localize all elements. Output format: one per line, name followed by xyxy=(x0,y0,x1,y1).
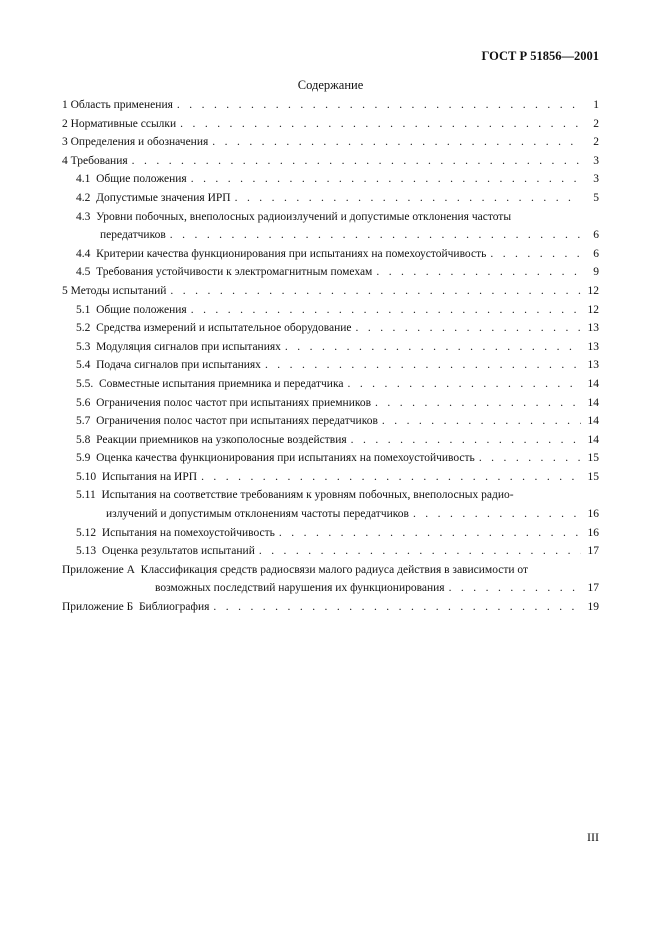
toc-entry-page: 13 xyxy=(587,340,599,353)
toc-entry-line[interactable] xyxy=(62,484,599,503)
dot-leader xyxy=(449,582,581,595)
toc-entry-label: Приложение Б Библиография xyxy=(62,601,210,614)
toc-entry-label: 5.5. Совместные испытания приемника и передатчика xyxy=(76,377,344,390)
toc-entry[interactable] xyxy=(62,186,599,205)
toc-entry[interactable] xyxy=(62,354,599,373)
toc-entry[interactable] xyxy=(62,261,599,280)
toc-entry[interactable] xyxy=(62,168,599,187)
dot-leader xyxy=(382,415,581,428)
toc-entry-label: 5.2 Средства измерений и испытательное оборудование xyxy=(76,322,352,335)
toc-entry-continuation[interactable] xyxy=(62,502,599,521)
dot-leader xyxy=(351,434,581,447)
dot-leader xyxy=(201,471,581,484)
toc-entry-label: 5.11 Испытания на соответствие требованиям к уровням побочных, внеполосных радио- xyxy=(76,489,514,502)
page-number: III xyxy=(587,830,599,844)
table-of-contents xyxy=(62,99,599,614)
toc-entry[interactable] xyxy=(62,540,599,559)
toc-entry[interactable] xyxy=(62,521,599,540)
toc-entry-label: 4.1 Общие положения xyxy=(76,173,187,186)
toc-entry-label: 5.7 Ограничения полос частот при испытаниях передатчиков xyxy=(76,415,378,428)
toc-entry-page: 14 xyxy=(587,433,599,446)
toc-entry-page: 16 xyxy=(587,526,599,539)
toc-entry-label: 5.4 Подача сигналов при испытаниях xyxy=(76,359,261,372)
toc-entry-label: 5.8 Реакции приемников на узкополосные воздействия xyxy=(76,433,347,446)
toc-entry-label: 4.2 Допустимые значения ИРП xyxy=(76,191,231,204)
toc-entry-page: 19 xyxy=(587,601,599,614)
toc-entry-page: 14 xyxy=(587,377,599,390)
toc-entry-page: 1 xyxy=(593,99,599,111)
document-code: ГОСТ Р 51856—2001 xyxy=(481,49,599,63)
toc-entry-label: 4 Требования xyxy=(62,154,128,167)
toc-entry-page: 13 xyxy=(587,359,599,372)
toc-entry-label: передатчиков xyxy=(100,229,166,242)
toc-entry[interactable] xyxy=(62,99,599,112)
toc-entry-label: возможных последствий нарушения их функционирования xyxy=(155,582,445,595)
toc-entry-page: 17 xyxy=(587,582,599,595)
dot-leader xyxy=(375,397,581,410)
toc-entry[interactable] xyxy=(62,131,599,150)
toc-entry-label: 4.5 Требования устойчивости к электромагнитным помехам xyxy=(76,266,373,279)
dot-leader xyxy=(191,173,581,186)
toc-entry-page: 12 xyxy=(587,284,599,297)
toc-entry-label: 5.10 Испытания на ИРП xyxy=(76,470,198,483)
dot-leader xyxy=(213,601,581,614)
toc-entry-label: излучений и допустимым отклонениям частоты передатчиков xyxy=(106,508,409,521)
toc-entry-page: 14 xyxy=(587,396,599,409)
toc-entry-label: 5.3 Модуляция сигналов при испытаниях xyxy=(76,340,281,353)
toc-entry[interactable] xyxy=(62,242,599,261)
toc-entry[interactable] xyxy=(62,112,599,131)
toc-title: Содержание xyxy=(297,78,364,92)
toc-entry-label: 5.1 Общие положения xyxy=(76,303,187,316)
dot-leader xyxy=(170,285,581,298)
dot-leader xyxy=(279,527,581,540)
toc-entry-page: 5 xyxy=(593,191,599,204)
toc-entry-page: 15 xyxy=(587,470,599,483)
dot-leader xyxy=(191,304,581,317)
toc-entry-continuation[interactable] xyxy=(62,224,599,243)
dot-leader xyxy=(413,508,581,521)
toc-entry-label: 1 Область применения xyxy=(62,99,173,111)
toc-entry-page: 16 xyxy=(587,508,599,521)
toc-entry-label: 5.13 Оценка результатов испытаний xyxy=(76,545,255,558)
toc-entry[interactable] xyxy=(62,279,599,298)
dot-leader xyxy=(259,545,581,558)
toc-entry-page: 6 xyxy=(593,229,599,242)
dot-leader xyxy=(376,266,581,279)
toc-entry-label: Приложение А Классификация средств радиосвязи малого радиуса действия в зависимости от xyxy=(62,563,529,576)
toc-entry-continuation[interactable] xyxy=(62,577,599,596)
toc-entry[interactable] xyxy=(62,391,599,410)
toc-entry-page: 2 xyxy=(593,117,599,130)
toc-entry[interactable] xyxy=(62,298,599,317)
toc-entry[interactable] xyxy=(62,447,599,466)
toc-entry-page: 13 xyxy=(587,322,599,335)
toc-entry-page: 17 xyxy=(587,545,599,558)
dot-leader xyxy=(180,118,581,131)
toc-entry-label: 5.6 Ограничения полос частот при испытаниях приемников xyxy=(76,396,372,409)
dot-leader xyxy=(235,192,581,205)
toc-entry[interactable] xyxy=(62,317,599,336)
toc-entry-label: 4.4 Критерии качества функционирования при испытаниях на помехоустойчивость xyxy=(76,247,487,260)
toc-entry[interactable] xyxy=(62,410,599,429)
toc-entry-page: 3 xyxy=(593,173,599,186)
dot-leader xyxy=(479,452,581,465)
dot-leader xyxy=(490,248,581,261)
dot-leader xyxy=(356,322,582,335)
toc-entry[interactable] xyxy=(62,372,599,391)
toc-entry-line[interactable] xyxy=(62,558,599,577)
toc-entry[interactable] xyxy=(62,428,599,447)
toc-entry[interactable] xyxy=(62,465,599,484)
dot-leader xyxy=(132,155,581,168)
toc-entry-line[interactable] xyxy=(62,205,599,224)
toc-entry-label: 5.9 Оценка качества функционирования при испытаниях на помехоустойчивость xyxy=(76,452,475,465)
toc-entry-label: 5 Методы испытаний xyxy=(62,284,167,297)
toc-entry-page: 14 xyxy=(587,415,599,428)
dot-leader xyxy=(212,136,581,149)
toc-entry-page: 3 xyxy=(593,154,599,167)
toc-entry-label: 2 Нормативные ссылки xyxy=(62,117,177,130)
dot-leader xyxy=(265,359,581,372)
toc-entry[interactable] xyxy=(62,335,599,354)
toc-entry-page: 6 xyxy=(593,247,599,260)
dot-leader xyxy=(285,341,581,354)
toc-entry-page: 15 xyxy=(587,452,599,465)
toc-entry-page: 2 xyxy=(593,136,599,149)
toc-entry-label: 4.3 Уровни побочных, внеполосных радиоизлучений и допустимые отклонения частоты xyxy=(76,210,512,223)
dot-leader xyxy=(170,229,581,242)
toc-entry-label: 3 Определения и обозначения xyxy=(62,136,209,149)
toc-entry-page: 9 xyxy=(593,266,599,279)
toc-entry[interactable] xyxy=(62,595,599,614)
toc-entry-page: 12 xyxy=(587,303,599,316)
dot-leader xyxy=(347,378,581,391)
toc-entry-label: 5.12 Испытания на помехоустойчивость xyxy=(76,526,275,539)
dot-leader xyxy=(177,99,581,112)
toc-entry[interactable] xyxy=(62,149,599,168)
